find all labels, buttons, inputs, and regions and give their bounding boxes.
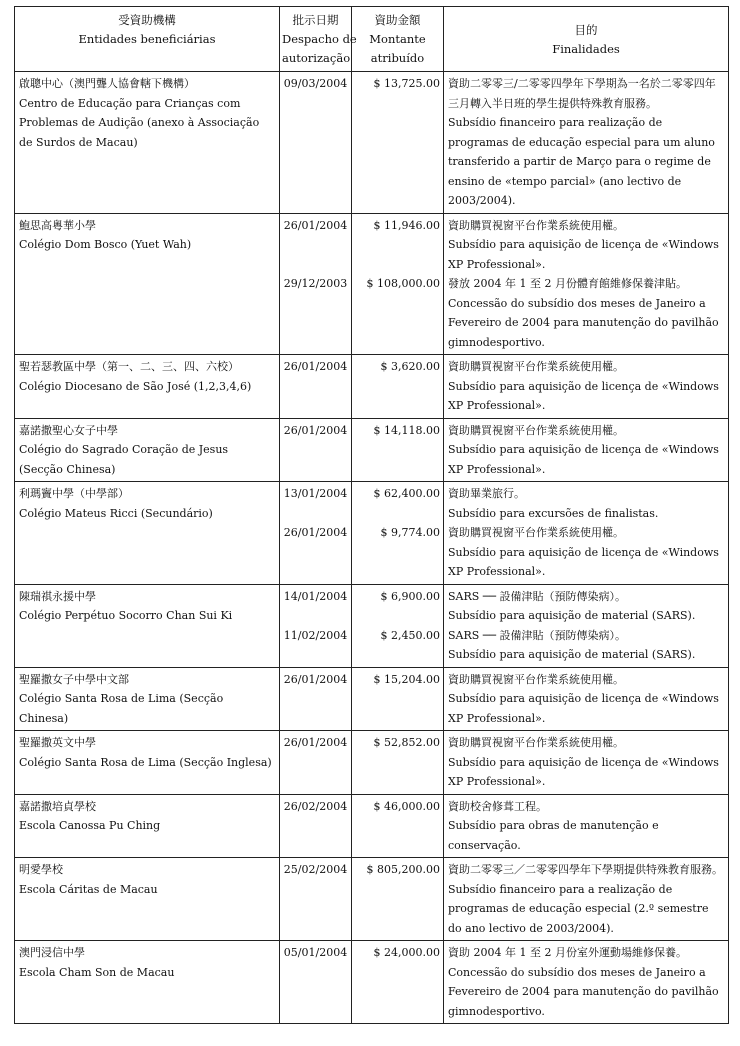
entity-name-pt: Escola Cáritas de Macau <box>19 882 158 896</box>
purpose-cell <box>444 794 729 858</box>
date-cell <box>280 72 352 214</box>
date-cell <box>280 731 352 795</box>
entity-cell <box>15 418 280 482</box>
entity-cell <box>15 858 280 941</box>
amount-cell <box>352 858 444 941</box>
entity-cell <box>15 794 280 858</box>
entity-name-zh: 澳門浸信中學 <box>19 946 85 959</box>
grant-date: 26/01/2004 <box>283 218 348 232</box>
entity-name-pt: Colégio Diocesano de São José (1,2,3,4,6) <box>19 379 252 393</box>
table-row <box>15 667 729 731</box>
entity-cell <box>15 667 280 731</box>
subsidy-document <box>14 6 728 1024</box>
table-row <box>15 72 729 214</box>
purpose-cell <box>444 667 729 731</box>
table-row <box>15 941 729 1024</box>
entity-cell <box>15 355 280 419</box>
grant-amount: $ 15,204.00 <box>373 672 440 686</box>
purpose-zh: 資助購買視窗平台作業系統使用權。 <box>448 736 624 749</box>
entity-name-zh: 聖羅撒女子中學中文部 <box>19 672 129 686</box>
amount-cell <box>352 355 444 419</box>
entity-cell <box>15 213 280 355</box>
purpose-zh: SARS ── 設備津貼（預防傳染病）。 <box>448 628 627 642</box>
amount-cell <box>352 941 444 1024</box>
entity-cell <box>15 584 280 667</box>
purpose-zh: 資助購買視窗平台作業系統使用權。 <box>448 526 624 539</box>
amount-cell <box>352 482 444 585</box>
purpose-cell <box>444 213 729 355</box>
entity-name-zh: 陳瑞祺永援中學 <box>19 589 96 603</box>
date-cell <box>280 794 352 858</box>
entity-name-zh: 利瑪竇中學（中學部） <box>19 487 129 500</box>
grant-amount: $ 62,400.00 <box>373 487 440 500</box>
amount-cell <box>352 731 444 795</box>
grant-date: 26/01/2004 <box>283 423 348 437</box>
header-row <box>15 7 729 72</box>
grant-date: 26/01/2004 <box>283 360 348 373</box>
entity-cell <box>15 941 280 1024</box>
purpose-zh: SARS ── 設備津貼（預防傳染病）。 <box>448 589 627 603</box>
purpose-cell <box>444 941 729 1024</box>
entity-name-pt: Colégio Mateus Ricci (Secundário) <box>19 506 213 520</box>
amount-cell <box>352 72 444 214</box>
purpose-cell <box>444 731 729 795</box>
entity-name-pt: Colégio Santa Rosa de Lima (Secção Chinesa) <box>19 692 224 725</box>
header-entity: 受資助機構 Entidades beneficiárias <box>15 7 280 72</box>
purpose-cell <box>444 482 729 585</box>
purpose-pt: Subsídio para aquisição de licença de «Windows XP Professional». <box>448 379 719 412</box>
purpose-zh: 資助購買視窗平台作業系統使用權。 <box>448 423 624 437</box>
grant-date: 25/02/2004 <box>283 863 348 876</box>
date-cell <box>280 482 352 585</box>
purpose-zh: 資助購買視窗平台作業系統使用權。 <box>448 672 624 686</box>
purpose-zh: 發放 2004 年 1 至 2 月份體育館維修保養津貼。 <box>448 277 687 290</box>
purpose-cell <box>444 355 729 419</box>
purpose-pt: Concessão do subsídio dos meses de Janeiro a Fevereiro de 2004 para manutenção do pavilhão gimnodesportivo. <box>448 965 719 1018</box>
grant-date: 29/12/2003 <box>283 277 348 290</box>
entity-name-zh: 啟聰中心（澳門聾人協會轄下機構） <box>19 77 195 90</box>
purpose-zh: 資助校舍修葺工程。 <box>448 799 547 813</box>
entity-name-pt: Colégio Dom Bosco (Yuet Wah) <box>19 238 192 251</box>
grant-amount: $ 3,620.00 <box>380 360 440 373</box>
grant-amount: $ 46,000.00 <box>373 799 440 813</box>
amount-cell <box>352 667 444 731</box>
entity-name-pt: Centro de Educação para Crianças com Problemas de Audição (anexo à Associação de Surdos de Macau) <box>19 96 260 149</box>
date-cell <box>280 584 352 667</box>
entity-name-zh: 聖羅撒英文中學 <box>19 736 96 749</box>
purpose-pt: Subsídio para aquisição de licença de «Windows XP Professional». <box>448 692 719 725</box>
entity-name-pt: Escola Canossa Pu Ching <box>19 819 161 832</box>
purpose-pt: Concessão do subsídio dos meses de Janeiro a Fevereiro de 2004 para manutenção do pavilhão gimnodesportivo. <box>448 296 719 349</box>
purpose-pt: Subsídio para aquisição de licença de «Windows XP Professional». <box>448 238 719 271</box>
date-cell <box>280 941 352 1024</box>
grant-amount: $ 9,774.00 <box>380 526 440 539</box>
purpose-zh: 資助二零零三／二零零四學年下學期提供特殊教育服務。 <box>448 863 723 876</box>
amount-cell <box>352 584 444 667</box>
purpose-pt: Subsídio para aquisição de licença de «Windows XP Professional». <box>448 545 719 578</box>
entity-cell <box>15 72 280 214</box>
table-row <box>15 482 729 585</box>
purpose-zh: 資助二零零三/二零零四學年下學期為一名於二零零四年三月轉入半日班的學生提供特殊教育服務。 <box>448 77 716 110</box>
grant-date: 09/03/2004 <box>283 77 348 90</box>
purpose-cell <box>444 858 729 941</box>
date-cell <box>280 355 352 419</box>
entity-name-pt: Colégio Santa Rosa de Lima (Secção Inglesa) <box>19 755 272 769</box>
grant-date: 26/01/2004 <box>283 736 348 749</box>
amount-cell <box>352 213 444 355</box>
purpose-zh: 資助購買視窗平台作業系統使用權。 <box>448 360 624 373</box>
grant-date: 26/02/2004 <box>283 799 348 813</box>
grant-date: 14/01/2004 <box>283 589 348 603</box>
purpose-pt: Subsídio financeiro para realização de programas de educação especial para um aluno transferido a partir de Março para o regime de ensino de «tempo parcial» (ano lectivo de 2003/2004). <box>448 116 715 207</box>
table-row <box>15 731 729 795</box>
grant-amount: $ 805,200.00 <box>366 863 440 876</box>
purpose-pt: Subsídio para aquisição de material (SARS). <box>448 609 696 622</box>
grant-amount: $ 14,118.00 <box>373 423 440 437</box>
header-purpose: 目的 Finalidades <box>444 7 729 72</box>
grant-date: 13/01/2004 <box>283 487 348 500</box>
table-row <box>15 355 729 419</box>
purpose-pt: Subsídio financeiro para a realização de programas de educação especial (2.º semestre do ano lectivo de 2003/2004). <box>448 882 709 935</box>
entity-name-zh: 嘉諾撒培貞學校 <box>19 799 96 813</box>
header-date: 批示日期 Despacho de autorização <box>280 7 352 72</box>
entity-name-zh: 鮑思高粵華小學 <box>19 218 96 232</box>
grant-date: 05/01/2004 <box>283 946 348 959</box>
grant-amount: $ 52,852.00 <box>373 736 440 749</box>
subsidy-table <box>14 6 729 1024</box>
purpose-pt: Subsídio para aquisição de material (SARS). <box>448 648 696 661</box>
purpose-pt: Subsídio para obras de manutenção e conservação. <box>448 819 659 852</box>
grant-amount: $ 108,000.00 <box>366 277 440 290</box>
purpose-zh: 資助畢業旅行。 <box>448 487 525 500</box>
purpose-cell <box>444 584 729 667</box>
amount-cell <box>352 418 444 482</box>
date-cell <box>280 667 352 731</box>
purpose-cell <box>444 72 729 214</box>
purpose-pt: Subsídio para aquisição de licença de «Windows XP Professional». <box>448 443 719 476</box>
purpose-cell <box>444 418 729 482</box>
entity-cell <box>15 482 280 585</box>
entity-name-pt: Colégio Perpétuo Socorro Chan Sui Ki <box>19 609 233 622</box>
purpose-zh: 資助 2004 年 1 至 2 月份室外運動場維修保養。 <box>448 946 687 959</box>
table-row <box>15 584 729 667</box>
grant-amount: $ 6,900.00 <box>380 589 440 603</box>
date-cell <box>280 418 352 482</box>
table-body <box>15 72 729 1024</box>
entity-name-pt: Escola Cham Son de Macau <box>19 965 175 979</box>
header-amount: 資助金額 Montante atribuído <box>352 7 444 72</box>
entity-name-zh: 嘉諾撒聖心女子中學 <box>19 423 118 437</box>
amount-cell <box>352 794 444 858</box>
purpose-pt: Subsídio para excursões de finalistas. <box>448 506 659 520</box>
date-cell <box>280 858 352 941</box>
table-row <box>15 213 729 355</box>
table-row <box>15 858 729 941</box>
table-row <box>15 794 729 858</box>
grant-date: 26/01/2004 <box>283 526 348 539</box>
grant-amount: $ 13,725.00 <box>373 77 440 90</box>
entity-name-zh: 明愛學校 <box>19 863 63 876</box>
entity-name-zh: 聖若瑟教區中學（第一、二、三、四、六校） <box>19 360 239 373</box>
grant-amount: $ 11,946.00 <box>373 218 440 232</box>
purpose-pt: Subsídio para aquisição de licença de «Windows XP Professional». <box>448 755 719 788</box>
table-row <box>15 418 729 482</box>
entity-name-pt: Colégio do Sagrado Coração de Jesus (Secção Chinesa) <box>19 443 229 476</box>
grant-date: 26/01/2004 <box>283 672 348 686</box>
purpose-zh: 資助購買視窗平台作業系統使用權。 <box>448 218 624 232</box>
grant-amount: $ 24,000.00 <box>373 946 440 959</box>
entity-cell <box>15 731 280 795</box>
date-cell <box>280 213 352 355</box>
grant-date: 11/02/2004 <box>283 628 348 642</box>
grant-amount: $ 2,450.00 <box>380 628 440 642</box>
